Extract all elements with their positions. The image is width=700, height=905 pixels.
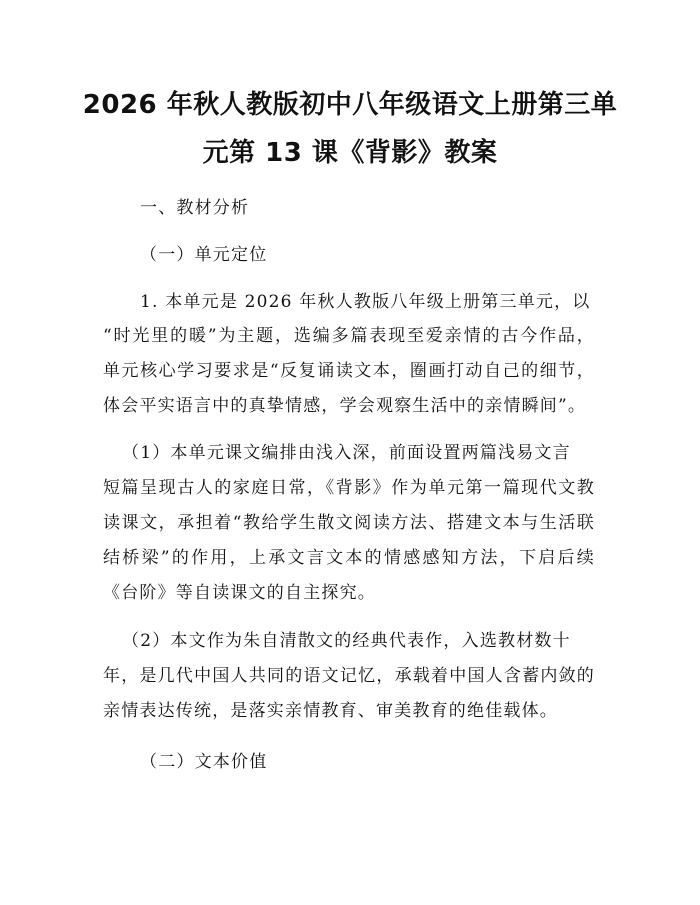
paragraph-line: 体会平实语言中的真挚情感，学会观察生活中的亲情瞬间”。 [103,396,587,416]
subsection-heading: （二）文本价值 [140,752,268,772]
paragraph-line: （2）本文作为朱自清散文的经典代表作，入选教材数十 [122,631,571,651]
paragraph-line: “时光里的暖”为主题，选编多篇表现至爱亲情的古今作品， [103,326,595,346]
paragraph-line: 短篇呈现古人的家庭日常，《背影》作为单元第一篇现代文教 [103,478,595,498]
section-heading: 一、教材分析 [140,198,250,218]
paragraph-line: 读课文，承担着“教给学生散文阅读方法、搭建文本与生活联 [103,513,595,533]
paragraph-line: 年，是几代中国人共同的语文记忆，承载着中国人含蓄内敛的 [103,666,595,686]
paragraph-line: （1）本单元课文编排由浅入深，前面设置两篇浅易文言 [122,443,571,463]
paragraph-line: 1. 本单元是 2026 年秋人教版八年级上册第三单元，以 [140,292,591,312]
document-title-line-2: 元第 13 课《背影》教案 [202,138,498,168]
paragraph-line: 《台阶》等自读课文的自主探究。 [103,583,376,603]
paragraph-line: 单元核心学习要求是“反复诵读文本，圈画打动自己的细节， [103,361,595,381]
paragraph-line: 亲情表达传统，是落实亲情教育、审美教育的绝佳载体。 [103,701,558,721]
paragraph-line: 结桥梁”的作用，上承文言文本的情感感知方法，下启后续 [103,548,595,568]
subsection-heading: （一）单元定位 [140,245,268,265]
document-title-line-1: 2026 年秋人教版初中八年级语文上册第三单 [82,90,618,120]
